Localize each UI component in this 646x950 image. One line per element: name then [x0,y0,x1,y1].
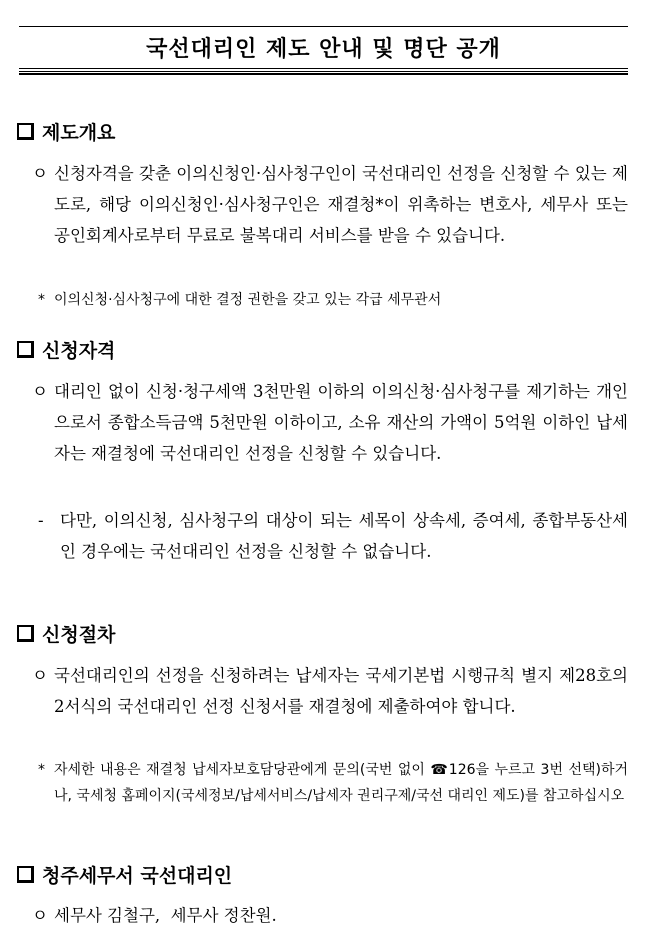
procedure-footnote [38,757,628,809]
checkbox-icon [17,866,34,883]
paragraph-text: 신청자격을 갖춘 이의신청인·심사청구인이 국선대리인 선정을 신청할 수 있는 제도로, 해당 이의신청인·심사청구인은 재결청*이 위촉하는 변호사, 세무사 또는 공인회계사로부터 무료로 불복대리 서비스를 받을 수 있습니다. [54,164,628,245]
section-heading-procedure [17,620,115,647]
eligibility-paragraph [32,376,628,469]
paragraph-text: 국선대리인의 선정을 신청하려는 납세자는 국세기본법 시행규칙 별지 제28호의2서식의 국선대리인 선정 신청서를 재결청에 제출하여야 합니다. [54,666,628,716]
circle-bullet-icon: ㅇ [32,666,48,685]
footnote-text: 이의신청·심사청구에 대한 결정 권한을 갖고 있는 각급 세무관서 [54,292,442,308]
title-banner [19,26,628,72]
checkbox-icon [17,123,34,140]
dash-bullet: - [38,511,44,530]
overview-paragraph [32,158,628,251]
footnote-text: 자세한 내용은 재결청 납세자보호담당관에게 문의(국번 없이 ☎126을 누르고 3번 선택)하거나, 국세청 홈페이지(국세정보/납세서비스/납세자 권리구제/국선 대리인 제도)를 참고하십시오 [54,762,628,804]
checkbox-icon [17,341,34,358]
circle-bullet-icon: ㅇ [32,382,48,401]
asterisk-icon: * [38,762,45,778]
section-heading-overview [17,118,115,145]
paragraph-text: 대리인 없이 신청·청구세액 3천만원 이하의 이의신청·심사청구를 제기하는 개인으로서 종합소득금액 5천만원 이하이고, 소유 재산의 가액이 5억원 이하인 납세자는 재결청에 국선대리인 선정을 신청할 수 있습니다. [54,382,628,463]
overview-footnote [38,287,628,313]
section-heading-eligibility [17,336,115,363]
eligibility-exception [38,505,628,567]
procedure-paragraph [32,660,628,722]
checkbox-icon [17,625,34,642]
section-heading-representatives [17,861,232,888]
asterisk-icon: * [38,292,45,308]
circle-bullet-icon: ㅇ [32,164,48,183]
representatives-paragraph [32,900,628,931]
section-heading-text: 신청절차 [42,624,116,646]
section-heading-text: 제도개요 [42,122,116,144]
section-heading-text: 신청자격 [42,340,116,362]
exception-text: 다만, 이의신청, 심사청구의 대상이 되는 세목이 상속세, 증여세, 종합부동산세인 경우에는 국선대리인 선정을 신청할 수 없습니다. [60,511,628,561]
page-title: 국선대리인 제도 안내 및 명단 공개 [146,37,501,62]
paragraph-text: 세무사 김철구, 세무사 정찬원. [54,906,277,925]
section-heading-text: 청주세무서 국선대리인 [42,865,233,887]
circle-bullet-icon: ㅇ [32,906,48,925]
